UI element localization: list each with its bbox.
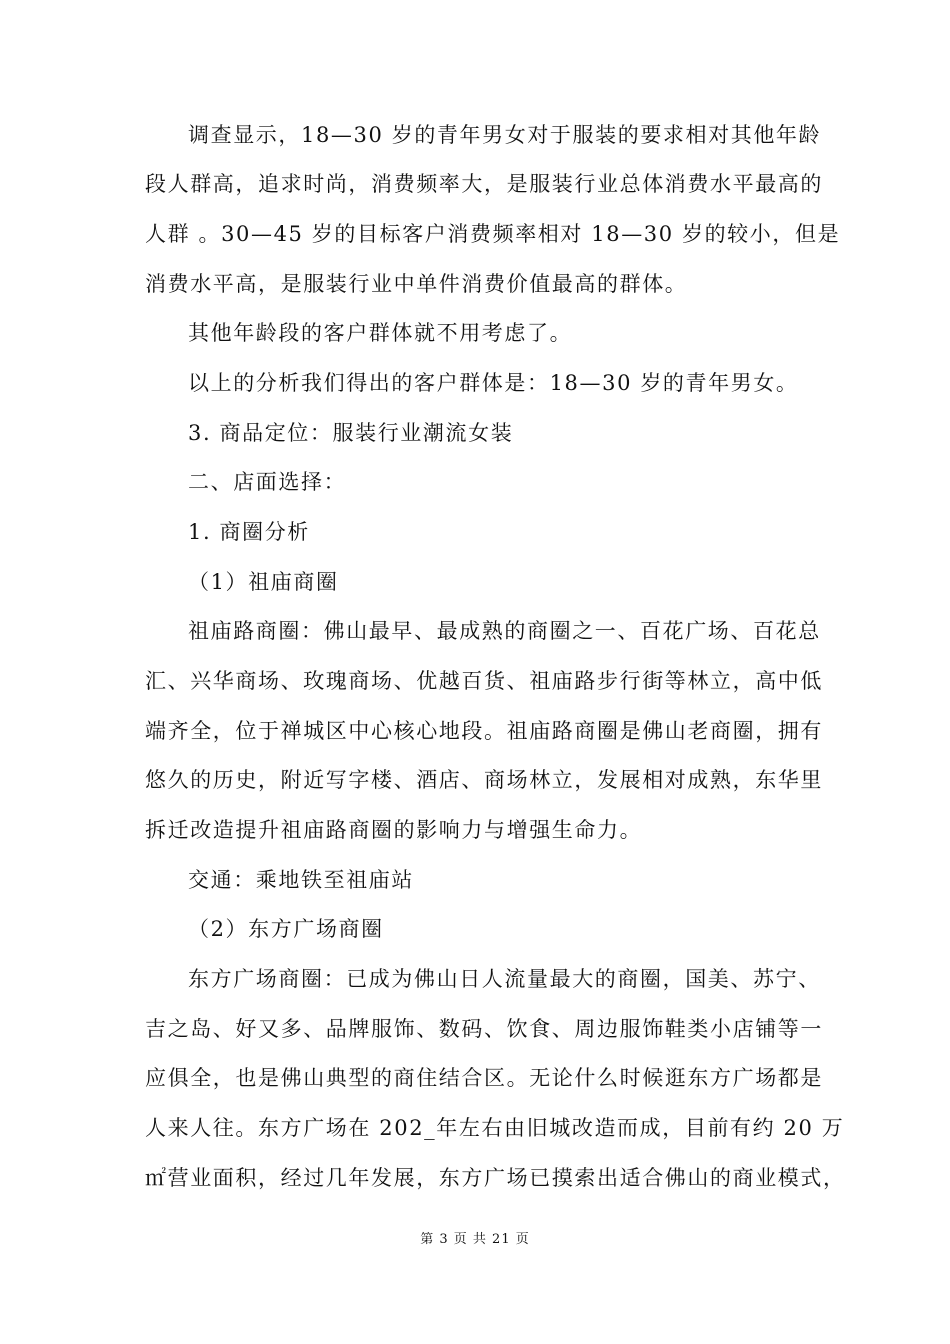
section-heading: 3. 商品定位：服装行业潮流女装 — [188, 421, 514, 445]
subsection-heading: （1）祖庙商圈 — [188, 570, 339, 594]
text-line: 消费水平高，是服装行业中单件消费价值最高的群体。 — [145, 272, 688, 296]
text-line: 应俱全，也是佛山典型的商住结合区。无论什么时候逛东方广场都是 — [145, 1066, 823, 1090]
text-line: 人群 。30—45 岁的目标客户消费频率相对 18—30 岁的较小，但是 — [145, 222, 841, 246]
text-line: 汇、兴华商场、玫瑰商场、优越百货、祖庙路步行街等林立，高中低 — [145, 669, 823, 693]
text-line: ㎡营业面积，经过几年发展，东方广场已摸索出适合佛山的商业模式， — [145, 1166, 846, 1190]
text-line: 段人群高，追求时尚，消费频率大，是服装行业总体消费水平最高的 — [145, 172, 823, 196]
section-heading: 二、店面选择： — [188, 470, 347, 494]
text-line: 人来人往。东方广场在 202_年左右由旧城改造而成，目前有约 20 万 — [145, 1116, 845, 1140]
section-heading: 1. 商圈分析 — [188, 520, 310, 544]
page-number-footer: 第 3 页 共 21 页 — [420, 1232, 530, 1247]
subsection-heading: （2）东方广场商圈 — [188, 917, 384, 941]
text-line: 端齐全，位于禅城区中心核心地段。祖庙路商圈是佛山老商圈，拥有 — [145, 719, 823, 743]
text-line: 拆迁改造提升祖庙路商圈的影响力与增强生命力。 — [145, 818, 643, 842]
text-line: 以上的分析我们得出的客户群体是：18—30 岁的青年男女。 — [188, 371, 799, 395]
text-line: 悠久的历史，附近写字楼、酒店、商场林立，发展相对成熟，东华里 — [145, 768, 823, 792]
text-line: 交通：乘地铁至祖庙站 — [188, 868, 414, 892]
text-line: 吉之岛、好又多、品牌服饰、数码、饮食、周边服饰鞋类小店铺等一 — [145, 1017, 823, 1041]
text-line: 东方广场商圈：已成为佛山日人流量最大的商圈，国美、苏宁、 — [188, 967, 821, 991]
text-line: 其他年龄段的客户群体就不用考虑了。 — [188, 321, 573, 345]
text-line: 调查显示，18—30 岁的青年男女对于服装的要求相对其他年龄 — [188, 123, 822, 147]
text-line: 祖庙路商圈：佛山最早、最成熟的商圈之一、百花广场、百花总 — [188, 619, 821, 643]
